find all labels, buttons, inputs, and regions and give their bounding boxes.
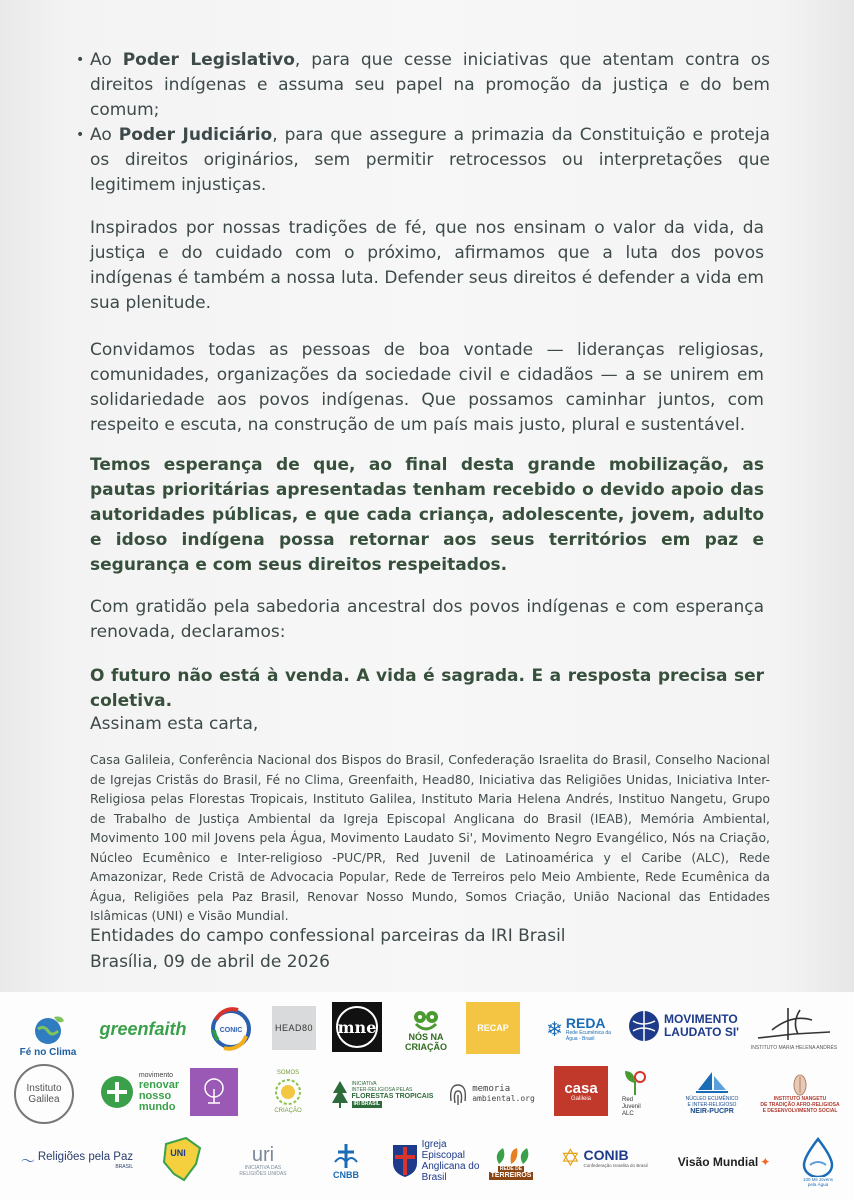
logo-casa-galileia: [554, 1066, 608, 1116]
logo-rede-terreiros: [486, 1136, 536, 1190]
dove-icon: 〜: [20, 1154, 35, 1170]
logo-text: RECAP: [477, 1023, 509, 1033]
logo-text: Brasil: [421, 1172, 447, 1183]
logo-subtext: INSTITUTO MARIA HELENA ANDRÉS: [750, 1045, 838, 1051]
logo-text: ALC: [622, 1110, 634, 1117]
logo-text: nosso: [138, 1089, 172, 1102]
logo-reda: [540, 1012, 620, 1046]
logo-text: renovar: [138, 1078, 180, 1091]
logo-text: memoria: [472, 1084, 511, 1094]
conic-emblem-icon: [208, 1006, 254, 1052]
logo-ieab: [390, 1134, 480, 1188]
logo-nos-na-criacao: [396, 1004, 456, 1058]
footer-date: Brasília, 09 de abril de 2026: [90, 952, 330, 972]
logo-cnbb: [318, 1134, 374, 1188]
logo-instituto-maria-helena-andres: [748, 1000, 840, 1056]
cross-dove-icon: [331, 1142, 361, 1170]
logo-text: Red: [622, 1096, 634, 1103]
logo-text: HEAD80: [274, 1023, 313, 1033]
logo-recap: [466, 1002, 520, 1054]
logo-text: CNBB: [333, 1170, 359, 1180]
appeals-list: [76, 48, 770, 198]
plus-globe-icon: [99, 1074, 135, 1110]
appeal-text: , para que assegure a primazia da Constituição e proteja os direitos originários, sem permitir retrocessos ou interpretações que legitimem injustiças.: [90, 125, 770, 195]
logo-visao-mundial: [666, 1150, 782, 1174]
logo-text: Fé no Clima: [19, 1046, 77, 1058]
logo-text: NÚCLEO ECUMÊNICO: [685, 1096, 739, 1102]
logo-text: DE TRADIÇÃO AFRO-RELIGIOSA: [760, 1102, 840, 1108]
logo-subtext: RELIGIÕES UNIDAS: [239, 1171, 287, 1177]
logo-text: LAUDATO SI': [663, 1025, 740, 1039]
logo-laudato-si: [626, 1006, 740, 1046]
logo-text: CONIC: [219, 1027, 243, 1034]
paragraph-faith: Inspirados por nossas tradições de fé, que nos ensinam o valor da vida, da justiça e do cuidado com o próximo, afirmamos que a luta dos povos indígenas é também a nossa luta. Defender seus direitos é defender a vida em sua plenitude.: [90, 218, 764, 313]
globe-leaf-icon: [28, 1011, 68, 1047]
snowflake-icon: ❄: [546, 1017, 563, 1041]
logo-religioes-pela-paz: [12, 1144, 142, 1178]
logo-rede-amazonizar: [190, 1068, 238, 1116]
appeal-target: Poder Legislativo: [122, 50, 295, 70]
logo-text: NÓS NA: [408, 1032, 444, 1042]
logo-somos-criacao: [262, 1064, 314, 1120]
leaves-icon: [491, 1146, 531, 1166]
logo-renovar-nosso-mundo: [84, 1070, 194, 1114]
appeal-lead: Ao: [90, 125, 119, 145]
logo-text: REDE DE: [499, 1166, 523, 1172]
logo-subtext: Rede Ecumênica da Água - Brasil: [565, 1030, 611, 1042]
logo-uri: [226, 1138, 300, 1184]
logo-conic: [206, 1004, 256, 1054]
sun-icon: [273, 1077, 303, 1107]
logo-text: pela Água: [807, 1182, 829, 1187]
signature-intro: Assinam esta carta,: [90, 714, 259, 734]
logo-text: movimento: [138, 1071, 174, 1079]
signers-list: Casa Galileia, Conferência Nacional dos Bispos do Brasil, Confederação Israelita do Brasil, Conselho Nacional de Igrejas Cristãs do Brasil, Fé no Clima, Greenfaith, Head80, Iniciativa das Religiões Unidas, Iniciativa Inter-Religiosa pelas Florestas Tropicais, Instituto Galilea, Instituto Maria Helena Andrés, Instituo Nangetu, Grupo de Trabalho de Justiça Ambiental da Igreja Episcopal Anglicana do Brasil (IEAB), Memória Ambiental, Movimento 100 mil Jovens pela Água, Movimento Laudato Si', Movimento Negro Evangélico, Nós na Criação, Núcleo Ecumênico e Inter-religioso -PUC/PR, Red Juvenil de Latinoamérica y el Caribe (ALC), Rede Amazonizar, Rede Cristã de Advocacia Popular, Rede de Terreiros pelo Meio Ambiente, Rede Ecumênica da Água, Religiões pela Paz Brasil, Renovar Nosso Mundo, Somos Criação, União Nacional das Entidades Islâmicas (UNI) e Visão Mundial.: [90, 752, 770, 923]
list-item: [76, 48, 770, 123]
brazil-map-icon: [156, 1134, 206, 1184]
logo-text: REDA: [565, 1015, 606, 1031]
globe-icon: [627, 1009, 661, 1043]
water-drop-icon: [801, 1137, 835, 1177]
frog-icon: [413, 1010, 439, 1032]
logo-greenfaith: [90, 1014, 196, 1044]
logo-text: INTER-RELIGIOSA PELAS: [351, 1086, 413, 1093]
logo-text: INICIATIVA: [351, 1080, 377, 1087]
star-of-david-icon: ✡: [560, 1144, 581, 1172]
signature-mark-icon: [754, 1004, 834, 1044]
logo-text: CRIAÇÃO: [274, 1108, 302, 1114]
logo-text: CONIB: [583, 1147, 629, 1163]
logo-text: uri: [251, 1144, 275, 1166]
logo-text: NEIR-PUCPR: [690, 1108, 734, 1115]
logo-uni: [154, 1132, 208, 1186]
bullet-icon: •: [76, 127, 85, 143]
logo-text: mne: [336, 1006, 378, 1048]
logo-text: E DESENVOLVIMENTO SOCIAL: [762, 1108, 838, 1114]
logo-instituto-galilea: [14, 1064, 74, 1124]
logo-text: ambiental.org: [472, 1094, 535, 1103]
logo-red-juvenil-alc: [622, 1064, 662, 1122]
appeal-text: , para que cesse iniciativas que atentam contra os direitos indígenas e assuma seu papel na promoção da justiça e do bem comum;: [90, 50, 770, 120]
logo-text: 100 Mil Jovens: [802, 1177, 833, 1182]
logo-instituto-nangetu: [754, 1066, 846, 1122]
shield-cross-icon: [391, 1143, 419, 1179]
logo-text: Igreja: [421, 1139, 447, 1150]
logo-text: mundo: [138, 1100, 176, 1113]
bullet-icon: •: [76, 52, 85, 68]
logo-subtext: BRASIL: [115, 1164, 134, 1170]
footer-entities: Entidades do campo confessional parceiras da IRI Brasil: [90, 926, 566, 946]
logo-text: UNI: [170, 1148, 186, 1158]
shell-icon: [791, 1074, 809, 1096]
logo-neir-pucpr: [678, 1066, 746, 1120]
logo-100-mil-jovens: [790, 1130, 846, 1194]
wordmark-accent-icon: ✦: [760, 1155, 771, 1169]
logo-text: greenfaith: [99, 1018, 187, 1039]
declaration: O futuro não está à venda. A vida é sagrada. E a resposta precisa ser coletiva.: [90, 666, 764, 711]
logo-text: INSTITUTO NANGETU: [773, 1096, 827, 1102]
logo-fe-no-clima: [14, 1004, 82, 1064]
logo-text: MOVIMENTO: [663, 1012, 738, 1026]
fingerprint-icon: [447, 1081, 469, 1107]
logo-subtext: Confederação Israelita do Brasil: [583, 1163, 648, 1168]
paragraph-hope: Temos esperança de que, ao final desta grande mobilização, as pautas prioritárias apresentadas tenham recebido o devido apoio das autoridades públicas, e que cada criança, adolescente, jovem, adulto e idoso indígena possa retornar aos seus territórios em paz e segurança e com seus direitos respeitados.: [90, 455, 764, 575]
logo-text: SOMOS: [276, 1070, 300, 1076]
logo-text: Galilea: [28, 1094, 60, 1105]
logo-text: IRI BRASIL: [353, 1100, 380, 1107]
appeal-target: Poder Judiciário: [118, 125, 273, 145]
tree-icon: [199, 1077, 229, 1107]
logo-text: Religiões pela Paz: [37, 1151, 134, 1163]
logo-text: E INTER-RELIGIOSO: [687, 1102, 737, 1108]
logo-text: Juvenil: [622, 1103, 641, 1110]
logo-text: Episcopal: [421, 1150, 465, 1161]
sailboat-icon: [694, 1070, 730, 1096]
logo-text: FLORESTAS TROPICAIS: [351, 1092, 434, 1100]
logo-text: TERREIROS: [490, 1172, 532, 1179]
logo-text: Anglicana do: [421, 1161, 480, 1172]
appeal-lead: Ao: [90, 50, 123, 70]
logo-text: Visão Mundial: [677, 1155, 759, 1169]
logo-text: Instituto: [26, 1083, 62, 1094]
logo-strip: [0, 992, 854, 1200]
logo-text: Galileia: [570, 1095, 591, 1102]
forest-icon: [331, 1079, 349, 1109]
paragraph-invitation: Convidamos todas as pessoas de boa vontade — lideranças religiosas, comunidades, organizações da sociedade civil e cidadãos — a se unirem em solidariedade aos povos indígenas. Que possamos caminhar juntos, com respeito e escuta, na construção de um país mais justo, plural e sustentável.: [90, 340, 764, 435]
paragraph-gratitude: Com gratidão pela sabedoria ancestral dos povos indígenas e com esperança renovada, declaramos:: [90, 597, 764, 642]
sprout-icon: [622, 1069, 648, 1097]
logo-iri-brasil: [326, 1074, 438, 1114]
logo-text: casa: [564, 1079, 598, 1097]
logo-memoria-ambiental: [444, 1076, 538, 1112]
logo-text: CRIAÇÃO: [405, 1042, 447, 1052]
logo-head80: [272, 1006, 316, 1050]
logo-conib: [556, 1138, 652, 1178]
list-item: [76, 123, 770, 198]
logo-subtext: INICIATIVA DAS: [244, 1165, 282, 1171]
logo-mne: [332, 1002, 382, 1052]
